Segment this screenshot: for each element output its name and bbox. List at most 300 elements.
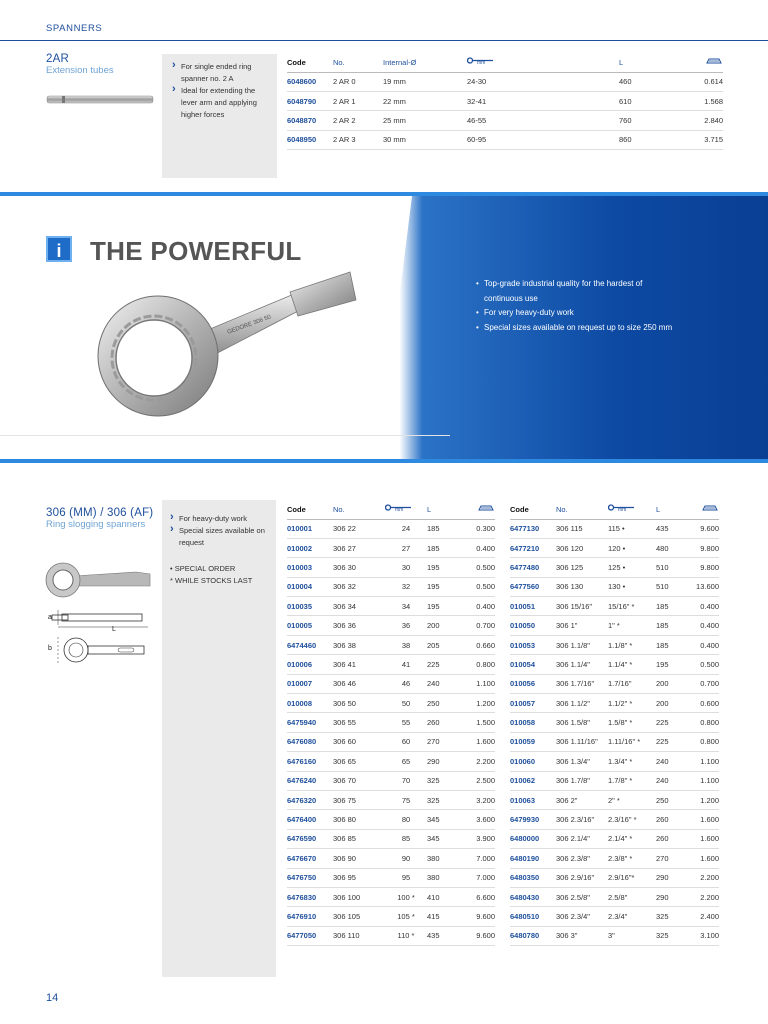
table-row xyxy=(510,771,719,790)
table-cell: 306 95 xyxy=(333,868,385,887)
table-cell: 6475940 xyxy=(287,713,333,732)
table-cell: 325 xyxy=(656,907,688,926)
table-cell: 1.200 xyxy=(465,694,495,713)
table-cell: 306 125 xyxy=(556,558,608,577)
col-length: L xyxy=(656,500,688,519)
table-cell: 1.600 xyxy=(465,732,495,751)
feature-item: › For heavy-duty work xyxy=(170,513,270,525)
table-cell: 6480350 xyxy=(510,868,556,887)
table-cell: 010035 xyxy=(287,597,333,616)
table-cell: 250 xyxy=(427,694,465,713)
table-cell: 0.600 xyxy=(688,694,719,713)
table-cell: 120 • xyxy=(608,538,656,557)
table-cell: 010056 xyxy=(510,674,556,693)
table-cell: 010007 xyxy=(287,674,333,693)
table-cell: 240 xyxy=(656,752,688,771)
order-notes xyxy=(162,549,276,587)
table-cell: 510 xyxy=(656,577,688,596)
table-cell: 010054 xyxy=(510,655,556,674)
table-cell: 32-41 xyxy=(467,91,619,110)
table-cell: 1.100 xyxy=(688,752,719,771)
table-cell: 345 xyxy=(427,829,465,848)
table-cell: 010062 xyxy=(510,771,556,790)
table-cell: 306 2.5/8" xyxy=(556,887,608,906)
dimension-drawing xyxy=(44,606,154,666)
col-code: Code xyxy=(287,53,333,72)
banner-top-stripe xyxy=(0,192,768,196)
feature-item: › For single ended ring spanner no. 2 A xyxy=(172,61,271,85)
table-cell: 306 2.9/16" xyxy=(556,868,608,887)
table-cell: 22 mm xyxy=(383,91,467,110)
table-cell: 306 1.11/16" xyxy=(556,732,608,751)
table-cell: 380 xyxy=(427,849,465,868)
table-cell: 1.1/2" * xyxy=(608,694,656,713)
table-cell: 0.400 xyxy=(688,635,719,654)
svg-text:mm: mm xyxy=(477,60,486,66)
table-cell: 010002 xyxy=(287,538,333,557)
table-cell: 6476080 xyxy=(287,732,333,751)
banner-bullet: • For very heavy-duty work xyxy=(476,306,676,321)
col-code: Code xyxy=(510,500,556,519)
table-cell: 6480430 xyxy=(510,887,556,906)
table-row xyxy=(287,752,495,771)
table-cell: 306 2.3/16" xyxy=(556,810,608,829)
page-number: 14 xyxy=(46,992,59,1004)
table-row xyxy=(287,907,495,926)
table-cell: 0.800 xyxy=(465,655,495,674)
table-cell: 0.400 xyxy=(688,597,719,616)
table-cell: 0.400 xyxy=(465,597,495,616)
table-cell: 6476750 xyxy=(287,868,333,887)
table-cell: 6480190 xyxy=(510,849,556,868)
table-cell: 306 32 xyxy=(333,577,385,596)
table-row xyxy=(287,674,495,693)
table-cell: 345 xyxy=(427,810,465,829)
table-cell: 306 105 xyxy=(333,907,385,926)
product-subtitle: Extension tubes xyxy=(46,65,114,76)
table-cell: 41 xyxy=(385,655,427,674)
table-cell: 9.600 xyxy=(688,519,719,538)
table-row xyxy=(287,616,495,635)
table-cell: 6476830 xyxy=(287,887,333,906)
table-cell: 3.600 xyxy=(465,810,495,829)
table-cell: 760 xyxy=(619,111,689,130)
col-code: Code xyxy=(287,500,333,519)
table-cell: 0.700 xyxy=(688,674,719,693)
product-title: 306 (MM) / 306 (AF) xyxy=(46,507,154,519)
table-cell: 260 xyxy=(427,713,465,732)
table-cell: 6476910 xyxy=(287,907,333,926)
table-cell: 6477210 xyxy=(510,538,556,557)
table-cell: 460 xyxy=(619,72,689,91)
table-row xyxy=(287,130,723,149)
table-row xyxy=(510,538,719,557)
section-label: SPANNERS xyxy=(46,23,103,34)
table-cell: 2.500 xyxy=(465,771,495,790)
table-cell: 010003 xyxy=(287,558,333,577)
table-cell: 80 xyxy=(385,810,427,829)
table-cell: 1.7/16" xyxy=(608,674,656,693)
order-note: * WHILE STOCKS LAST xyxy=(170,576,253,585)
table-cell: 13.600 xyxy=(688,577,719,596)
table-cell: 185 xyxy=(656,616,688,635)
table-cell: 1.600 xyxy=(688,849,719,868)
table-cell: 2 AR 1 xyxy=(333,91,383,110)
table-cell: 27 xyxy=(385,538,427,557)
table-cell: 1.600 xyxy=(688,810,719,829)
svg-text:mm: mm xyxy=(618,507,627,513)
table-cell: 306 115 xyxy=(556,519,608,538)
table-cell: 306 1.7/8" xyxy=(556,771,608,790)
table-cell: 6480510 xyxy=(510,907,556,926)
table-cell: 1.100 xyxy=(688,771,719,790)
table-cell: 010005 xyxy=(287,616,333,635)
table-cell: 0.300 xyxy=(465,519,495,538)
table-cell: 270 xyxy=(656,849,688,868)
table-cell: 2.200 xyxy=(465,752,495,771)
table-cell: 240 xyxy=(656,771,688,790)
banner-bullets xyxy=(476,277,676,335)
col-no: No. xyxy=(333,500,385,519)
table-cell: 225 xyxy=(656,713,688,732)
table-cell: 3.100 xyxy=(688,926,719,945)
feature-item: › Special sizes available on request xyxy=(170,525,270,549)
table-cell: 1.100 xyxy=(465,674,495,693)
table-cell: 6477050 xyxy=(287,926,333,945)
table-row xyxy=(287,926,495,945)
table-cell: 2.9/16"* xyxy=(608,868,656,887)
table-cell: 6480000 xyxy=(510,829,556,848)
table-cell: 306 80 xyxy=(333,810,385,829)
product-2ar-heading xyxy=(46,53,114,76)
table-cell: 860 xyxy=(619,130,689,149)
table-cell: 1.7/8" * xyxy=(608,771,656,790)
table-cell: 195 xyxy=(656,655,688,674)
table-cell: 010053 xyxy=(510,635,556,654)
table-cell: 010063 xyxy=(510,790,556,809)
table-cell: 9.800 xyxy=(688,558,719,577)
table-cell: 195 xyxy=(427,558,465,577)
table-cell: 6.600 xyxy=(465,887,495,906)
order-note: • SPECIAL ORDER xyxy=(170,564,236,573)
table-cell: 0.400 xyxy=(688,616,719,635)
table-cell: 15/16" * xyxy=(608,597,656,616)
table-cell: 306 1.1/8" xyxy=(556,635,608,654)
table-cell: 6480780 xyxy=(510,926,556,945)
table-cell: 7.000 xyxy=(465,849,495,868)
table-row xyxy=(287,655,495,674)
info-icon: i xyxy=(46,236,72,262)
table-cell: 7.000 xyxy=(465,868,495,887)
table-cell: 115 • xyxy=(608,519,656,538)
feature-item: › Ideal for extending the lever arm and applying higher forces xyxy=(172,85,271,121)
table-cell: 306 1.5/8" xyxy=(556,713,608,732)
svg-text:GEDORE 306 50: GEDORE 306 50 xyxy=(226,314,272,336)
extension-tube-image xyxy=(46,94,156,106)
table-cell: 010008 xyxy=(287,694,333,713)
feature-list xyxy=(162,54,277,121)
table-cell: 306 1.7/16" xyxy=(556,674,608,693)
table-cell: 306 1.3/4" xyxy=(556,752,608,771)
table-row xyxy=(510,732,719,751)
table-cell: 19 mm xyxy=(383,72,467,91)
table-cell: 010001 xyxy=(287,519,333,538)
weight-icon xyxy=(689,53,723,72)
table-cell: 410 xyxy=(427,887,465,906)
table-cell: 65 xyxy=(385,752,427,771)
table-cell: 306 120 xyxy=(556,538,608,557)
table-cell: 306 1" xyxy=(556,616,608,635)
table-cell: 6476240 xyxy=(287,771,333,790)
banner-divider xyxy=(0,435,450,436)
table-row xyxy=(287,790,495,809)
table-cell: 6048600 xyxy=(287,72,333,91)
table-cell: 290 xyxy=(656,868,688,887)
table-cell: 0.800 xyxy=(688,713,719,732)
table-cell: 185 xyxy=(427,538,465,557)
table-row xyxy=(510,887,719,906)
table-cell: 60-95 xyxy=(467,130,619,149)
table-cell: 6477130 xyxy=(510,519,556,538)
table-cell: 1.600 xyxy=(688,829,719,848)
table-row xyxy=(287,111,723,130)
table-row xyxy=(510,655,719,674)
table-cell: 010058 xyxy=(510,713,556,732)
table-cell: 1.5/8" * xyxy=(608,713,656,732)
wrench-size-icon xyxy=(467,53,619,72)
table-cell: 0.800 xyxy=(688,732,719,751)
table-cell: 306 30 xyxy=(333,558,385,577)
table-cell: 225 xyxy=(427,655,465,674)
table-cell: 46 xyxy=(385,674,427,693)
table-cell: 6476590 xyxy=(287,829,333,848)
wrench-size-icon xyxy=(385,500,427,519)
table-row xyxy=(510,907,719,926)
table-cell: 46-55 xyxy=(467,111,619,130)
feature-list xyxy=(162,500,276,549)
table-cell: 306 75 xyxy=(333,790,385,809)
table-row xyxy=(510,926,719,945)
product-subtitle: Ring slogging spanners xyxy=(46,519,146,530)
table-cell: 2.3/16" * xyxy=(608,810,656,829)
table-cell: 0.500 xyxy=(688,655,719,674)
table-cell: 1.200 xyxy=(688,790,719,809)
table-2ar xyxy=(287,53,723,150)
table-row xyxy=(510,635,719,654)
table-cell: 32 xyxy=(385,577,427,596)
table-cell: 0.614 xyxy=(689,72,723,91)
table-cell: 6477560 xyxy=(510,577,556,596)
col-no: No. xyxy=(333,53,383,72)
table-row xyxy=(510,577,719,596)
table-cell: 306 60 xyxy=(333,732,385,751)
table-row xyxy=(510,752,719,771)
table-cell: 480 xyxy=(656,538,688,557)
table-row xyxy=(287,829,495,848)
table-row xyxy=(287,519,495,538)
ring-spanner-thumbnail xyxy=(44,560,154,600)
table-cell: 306 2.3/4" xyxy=(556,907,608,926)
table-cell: 306 1.1/2" xyxy=(556,694,608,713)
table-cell: 200 xyxy=(427,616,465,635)
wrench-size-icon xyxy=(608,500,656,519)
dimension-label-l: L xyxy=(112,626,116,633)
table-cell: 195 xyxy=(427,577,465,596)
table-cell: 0.700 xyxy=(465,616,495,635)
table-cell: 306 22 xyxy=(333,519,385,538)
table-306-mm xyxy=(287,500,495,946)
table-cell: 1.1/4" * xyxy=(608,655,656,674)
table-cell: 125 • xyxy=(608,558,656,577)
table-cell: 306 110 xyxy=(333,926,385,945)
table-cell: 306 46 xyxy=(333,674,385,693)
table-cell: 9.600 xyxy=(465,907,495,926)
table-cell: 9.800 xyxy=(688,538,719,557)
table-cell: 1.1/8" * xyxy=(608,635,656,654)
table-cell: 435 xyxy=(427,926,465,945)
table-row xyxy=(287,810,495,829)
col-internal: Internal-Ø xyxy=(383,53,467,72)
col-length: L xyxy=(619,53,689,72)
col-length: L xyxy=(427,500,465,519)
table-cell: 2.840 xyxy=(689,111,723,130)
table-cell: 85 xyxy=(385,829,427,848)
table-cell: 0.400 xyxy=(465,538,495,557)
table-cell: 0.500 xyxy=(465,577,495,596)
table-cell: 6477480 xyxy=(510,558,556,577)
table-cell: 3" xyxy=(608,926,656,945)
table-cell: 70 xyxy=(385,771,427,790)
table-row xyxy=(510,790,719,809)
dimension-label-a: a xyxy=(48,614,52,621)
table-row xyxy=(287,558,495,577)
features-panel-306 xyxy=(162,500,276,977)
table-cell: 610 xyxy=(619,91,689,110)
table-row xyxy=(287,732,495,751)
table-cell: 415 xyxy=(427,907,465,926)
svg-text:mm: mm xyxy=(395,507,404,513)
weight-icon xyxy=(465,500,495,519)
table-cell: 205 xyxy=(427,635,465,654)
table-row xyxy=(510,713,719,732)
table-cell: 306 38 xyxy=(333,635,385,654)
table-cell: 306 41 xyxy=(333,655,385,674)
table-cell: 6476400 xyxy=(287,810,333,829)
table-cell: 010050 xyxy=(510,616,556,635)
table-row xyxy=(510,597,719,616)
table-cell: 24-30 xyxy=(467,72,619,91)
table-cell: 2.200 xyxy=(688,868,719,887)
table-cell: 110 * xyxy=(385,926,427,945)
table-cell: 195 xyxy=(427,597,465,616)
table-cell: 100 * xyxy=(385,887,427,906)
table-cell: 6048870 xyxy=(287,111,333,130)
table-cell: 010057 xyxy=(510,694,556,713)
table-row xyxy=(510,810,719,829)
table-cell: 2.5/8" xyxy=(608,887,656,906)
table-row xyxy=(287,868,495,887)
table-cell: 0.500 xyxy=(465,558,495,577)
table-cell: 0.660 xyxy=(465,635,495,654)
dimension-label-b: b xyxy=(48,645,52,652)
banner-bullet: • Special sizes available on request up to size 250 mm xyxy=(476,321,676,336)
banner-bullet: • Top-grade industrial quality for the hardest of continuous use xyxy=(476,277,676,306)
table-cell: 2.3/8" * xyxy=(608,849,656,868)
table-row xyxy=(287,887,495,906)
table-cell: 1.568 xyxy=(689,91,723,110)
table-cell: 3.200 xyxy=(465,790,495,809)
table-cell: 36 xyxy=(385,616,427,635)
table-cell: 25 mm xyxy=(383,111,467,130)
table-cell: 6479930 xyxy=(510,810,556,829)
table-row xyxy=(287,635,495,654)
table-cell: 306 2.3/8" xyxy=(556,849,608,868)
table-cell: 325 xyxy=(656,926,688,945)
table-cell: 306 65 xyxy=(333,752,385,771)
table-cell: 435 xyxy=(656,519,688,538)
table-cell: 240 xyxy=(427,674,465,693)
product-306-heading xyxy=(46,507,153,530)
table-cell: 306 85 xyxy=(333,829,385,848)
table-cell: 010051 xyxy=(510,597,556,616)
table-cell: 2 AR 3 xyxy=(333,130,383,149)
header-divider xyxy=(0,40,768,41)
table-row xyxy=(510,616,719,635)
table-cell: 185 xyxy=(656,635,688,654)
table-row xyxy=(287,91,723,110)
table-cell: 1.11/16" * xyxy=(608,732,656,751)
table-cell: 200 xyxy=(656,674,688,693)
table-cell: 6048790 xyxy=(287,91,333,110)
table-cell: 2.200 xyxy=(688,887,719,906)
table-cell: 2 AR 2 xyxy=(333,111,383,130)
table-cell: 306 15/16" xyxy=(556,597,608,616)
table-cell: 200 xyxy=(656,694,688,713)
table-cell: 75 xyxy=(385,790,427,809)
table-cell: 185 xyxy=(427,519,465,538)
table-cell: 306 70 xyxy=(333,771,385,790)
table-row xyxy=(287,538,495,557)
table-cell: 90 xyxy=(385,849,427,868)
table-cell: 270 xyxy=(427,732,465,751)
table-cell: 290 xyxy=(427,752,465,771)
table-cell: 6476320 xyxy=(287,790,333,809)
table-row xyxy=(510,694,719,713)
table-cell: 2" * xyxy=(608,790,656,809)
table-cell: 60 xyxy=(385,732,427,751)
table-cell: 2.400 xyxy=(688,907,719,926)
table-cell: 34 xyxy=(385,597,427,616)
table-row xyxy=(287,577,495,596)
table-row xyxy=(510,519,719,538)
table-cell: 306 50 xyxy=(333,694,385,713)
banner-bottom-stripe xyxy=(0,459,768,463)
table-cell: 510 xyxy=(656,558,688,577)
table-row xyxy=(287,771,495,790)
features-panel-2ar xyxy=(162,54,277,178)
table-cell: 9.600 xyxy=(465,926,495,945)
table-row xyxy=(287,713,495,732)
table-cell: 306 100 xyxy=(333,887,385,906)
table-cell: 6474460 xyxy=(287,635,333,654)
table-306-af xyxy=(510,500,719,946)
table-cell: 306 34 xyxy=(333,597,385,616)
col-no: No. xyxy=(556,500,608,519)
table-row xyxy=(287,694,495,713)
table-row xyxy=(510,558,719,577)
table-cell: 1" * xyxy=(608,616,656,635)
table-cell: 185 xyxy=(656,597,688,616)
